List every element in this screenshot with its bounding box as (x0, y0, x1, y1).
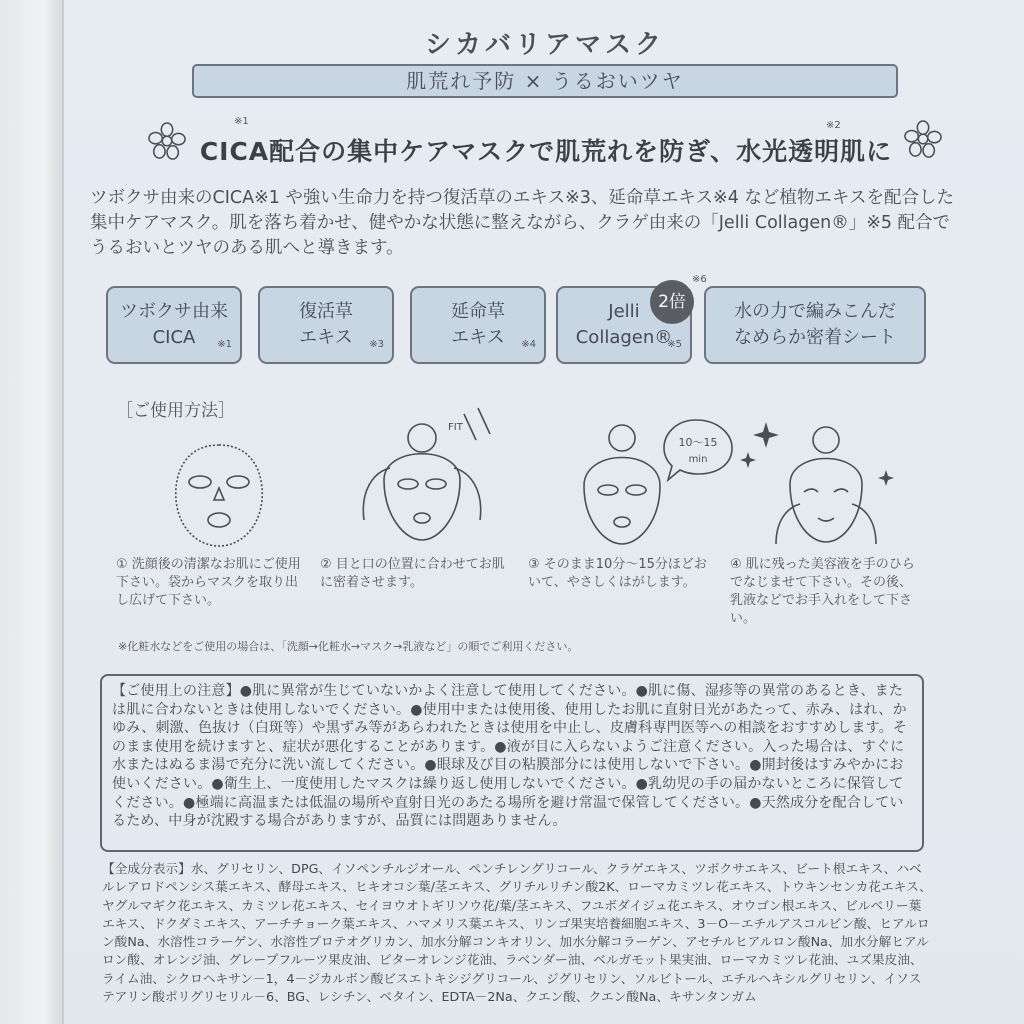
step-instruction: ③ そのまま10分～15分ほどおいて、やさしくはがします。 (528, 557, 707, 590)
tagline-banner: 肌荒れ予防 × うるおいツヤ (192, 64, 898, 98)
fit-label: FIT (448, 422, 463, 433)
headline: CICA配合の集中ケアマスクで肌荒れを防ぎ、水光透明肌に (199, 137, 893, 166)
feature-line: 復活草 (299, 301, 353, 322)
footnote-marker: ※4 (521, 339, 536, 350)
feature-line: CICA (152, 327, 196, 348)
background-paper (0, 0, 62, 1024)
feature-line: ツボクサ由来 (120, 301, 228, 322)
package-panel (62, 0, 1024, 1024)
feature-line: Collagen® (575, 327, 673, 348)
footnote-marker: ※5 (667, 339, 682, 350)
feature-box (106, 286, 242, 364)
usage-footnote: ※化粧水などをご使用の場合は、「洗顔→化粧水→マスク→乳液など」の順でご利用ください。 (118, 640, 579, 653)
fit-face-illustration (344, 400, 504, 550)
feature-line: 水の力で編みこんだ (734, 301, 896, 322)
step-instruction: ② 目と口の位置に合わせてお肌に密着させます。 (320, 557, 505, 590)
feature-line: エキス (451, 327, 505, 348)
feature-line: エキス (299, 327, 353, 348)
feature-box (258, 286, 394, 364)
feature-box (704, 286, 926, 364)
product-description: ツボクサ由来のCICA※1 や強い生命力を持つ復活草のエキス※3、延命草エキス※4 など植物エキスを配合した集中ケアマスク。肌を落ち着かせ、健やかな状態に整えながら、クラゲ由来の「Jelli Collagen®」※5 配合でうるおいとツヤのある肌へと導きます。 (90, 188, 955, 258)
ingredients-list: 【全成分表示】水、グリセリン、DPG、イソペンチルジオール、ペンチレングリコール、クラゲエキス、ツボクサエキス、ビート根エキス、ハベルレアロドペンシス葉エキス、酵母エキス、ヒキオコシ葉/茎エキス、グリチルリチン酸2K、ローマカミツレ花エキス、トウキンセンカ花エキス、ヤグルマギク花エキス、カミツレ花エキス、セイヨウオトギリソウ花/葉/茎エキス、フユボダイジュ花エキス、オウゴン根エキス、ビルベリー葉エキス、ドクダミエキス、アーチチョーク葉エキス、ハマメリス葉エキス、リンゴ果実培養細胞エキス、3－O－エチルアスコルビン酸、ヒアルロン酸Na、水溶性コラーゲン、水溶性プロテオグリカン、加水分解コンキオリン、加水分解コラーゲン、アセチルヒアルロン酸Na、加水分解ヒアルロン酸、オレンジ油、グレープフルーツ果皮油、ビターオレンジ花油、ラベンダー油、ベルガモット果実油、ローマカミツレ花油、ユズ果皮油、ライム油、シクロヘキサン－1，4－ジカルボン酸ビスエトキシジグリコール、ジグリセリン、ソルビトール、エチルヘキシルグリセリン、イソステアリン酸ポリグリセリル－6、BG、レシチン、ベタイン、EDTA－2Na、クエン酸、クエン酸Na、キサンタンガム (102, 861, 932, 1005)
footnote-marker: ※6 (692, 274, 707, 285)
footnote-marker: ※3 (369, 339, 384, 350)
footnote-marker: ※1 (234, 116, 249, 127)
sheet-mask-illustration (164, 440, 274, 550)
feature-line: 延命草 (451, 301, 505, 322)
caution-box: 【ご使用上の注意】●肌に異常が生じていないかよく注意して使用してください。●肌に傷、湿疹等の異常のあるとき、または肌に合わないときは使用しないでください。●使用中または使用後、使用したお肌に直射日光があたって、赤み、はれ、かゆみ、刺激、色抜け（白斑等）や黒ずみ等があらわれたときは使用を中止し、皮膚科専門医等への相談をおすすめします。そのまま使用を続けますと、症状が悪化することがあります。●液が目に入らないようご注意ください。入った場合は、すぐに水またはぬるま湯で充分に洗い流してください。●眼球及び目の粘膜部分には使用しないで下さい。●開封後はすみやかにお使いください。●衛生上、一度使用したマスクは繰り返し使用しないでください。●乳幼児の手の届かないところに保管してください。●極端に高温または低温の場所や直射日光のあたる場所を避け常温で保管してください。●天然成分を配合しているため、中身が沈殿する場合がありますが、品質には問題ありません。 (100, 674, 924, 852)
hands-face-illustration (736, 412, 916, 552)
step-instruction: ④ 肌に残った美容液を手のひらでなじませて下さい。その後、乳液などでお手入れをして下さい。 (730, 557, 915, 626)
waiting-face-illustration (568, 412, 738, 552)
step-instruction: ① 洗顔後の清潔なお肌にご使用下さい。袋からマスクを取り出し広げて下さい。 (116, 557, 301, 608)
footnote-marker: ※2 (826, 120, 841, 131)
feature-line: Jelli (608, 301, 640, 322)
footnote-marker: ※1 (217, 339, 232, 350)
feature-box (410, 286, 546, 364)
time-label: 10～15 (678, 436, 718, 449)
feature-line: なめらか密着シート (734, 327, 896, 348)
usage-section-label: ［ご使用方法］ (116, 401, 235, 421)
double-badge: 2倍 (650, 280, 694, 324)
time-unit: min (688, 454, 708, 465)
product-title: シカバリアマスク (424, 30, 665, 60)
